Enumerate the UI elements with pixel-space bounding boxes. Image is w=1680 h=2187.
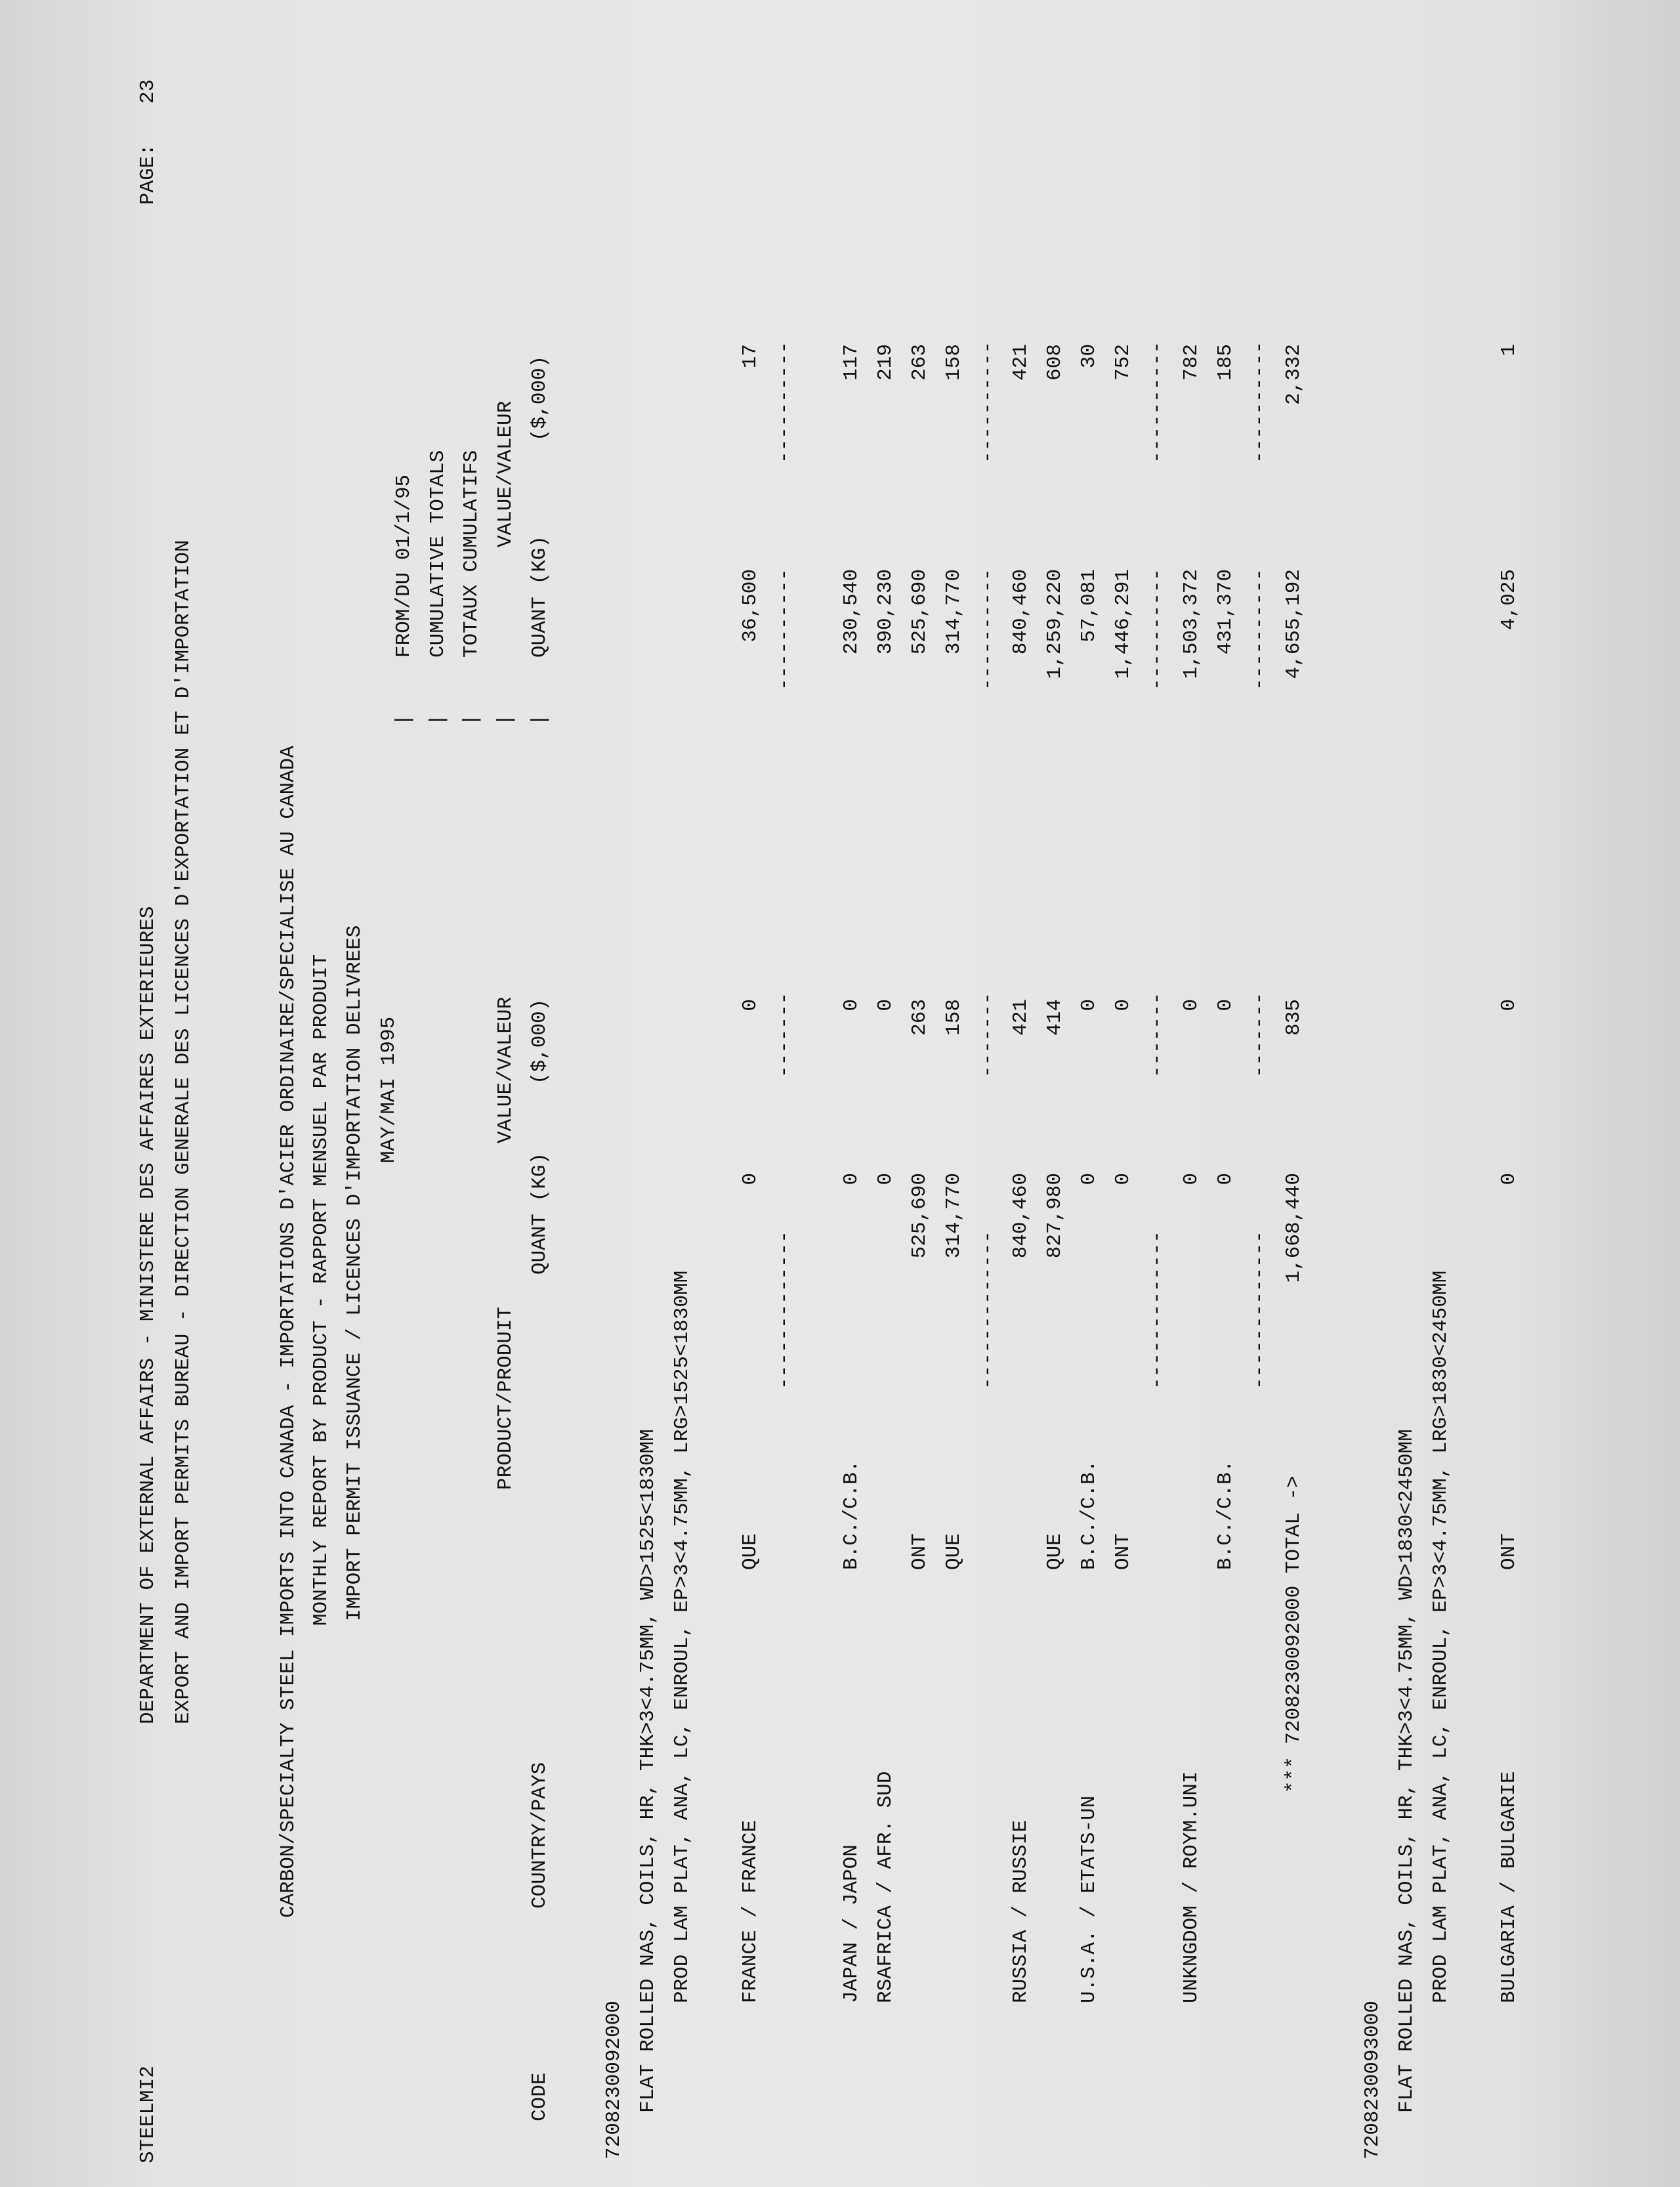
row-divider: ---------- xyxy=(976,568,999,690)
province-cell: QUE xyxy=(942,1533,965,1570)
cum-quant-cell: 840,460 xyxy=(1009,569,1032,655)
quant-cell: 525,690 xyxy=(908,1173,931,1259)
row-divider: ------------- xyxy=(976,1231,999,1390)
cum-value-cell: 421 xyxy=(1009,344,1032,381)
cum-quant-cell: 1,446,291 xyxy=(1112,569,1135,679)
cum-value-cell: 158 xyxy=(942,344,965,381)
province-cell: B.C./C.B. xyxy=(840,1460,863,1570)
cumulative-header-1: FROM/DU 01/1/95 xyxy=(392,474,415,658)
column-divider: | xyxy=(427,713,450,726)
cumulative-header-3: TOTAUX CUMULATIFS xyxy=(460,450,483,658)
row-divider: ---------- xyxy=(1146,341,1169,463)
row-divider: ------------- xyxy=(773,1231,796,1390)
quant-cell: 0 xyxy=(840,1173,863,1185)
cum-quant-cell: 230,540 xyxy=(840,569,863,655)
value-cell: 0 xyxy=(840,999,863,1011)
country-cell: JAPAN / JAPON xyxy=(840,1844,863,2003)
country-cell: BULGARIA / BULGARIE xyxy=(1498,1771,1521,2003)
row-divider: ---------- xyxy=(773,341,796,463)
country-cell: RUSSIA / RUSSIE xyxy=(1009,1819,1032,2003)
province-cell: QUE xyxy=(1043,1533,1066,1570)
column-divider: | xyxy=(460,713,483,726)
row-divider: ------- xyxy=(976,992,999,1078)
quant-cell: 827,980 xyxy=(1043,1173,1066,1259)
value-cell: 414 xyxy=(1043,999,1066,1036)
value-header: VALUE/VALEUR xyxy=(494,996,517,1143)
column-divider: | xyxy=(494,713,517,726)
cum-value-cell: 782 xyxy=(1180,344,1203,381)
page-number: 23 xyxy=(136,79,159,104)
quant-cell: 0 xyxy=(739,1173,762,1185)
cum-quant-cell: 57,081 xyxy=(1078,569,1101,643)
page-label: PAGE: xyxy=(136,143,159,205)
cum-quant-cell: 1,259,220 xyxy=(1043,569,1066,679)
cum-value-unit-header: ($,000) xyxy=(528,355,551,441)
value-cell: 421 xyxy=(1009,999,1032,1036)
province-cell: ONT xyxy=(1112,1533,1135,1570)
cum-quant-cell: 36,500 xyxy=(739,569,762,643)
cum-value-cell: 117 xyxy=(840,344,863,381)
province-cell: QUE xyxy=(739,1533,762,1570)
title-line-2: MONTHLY REPORT BY PRODUCT - RAPPORT MENSUEL PAR PRODUIT xyxy=(310,954,333,1626)
cum-value-cell: 1 xyxy=(1498,344,1521,356)
value-cell: 0 xyxy=(1078,999,1101,1011)
row-divider: ------- xyxy=(1146,992,1169,1078)
dept-line: DEPARTMENT OF EXTERNAL AFFAIRS - MINISTERE DES AFFAIRES EXTERIEURES xyxy=(136,906,159,1724)
province-cell: B.C./C.B. xyxy=(1214,1460,1237,1570)
row-divider: ---------- xyxy=(1248,341,1271,463)
row-divider: ---------- xyxy=(1146,568,1169,690)
cum-value-cell: 17 xyxy=(739,344,762,369)
row-divider: ---------- xyxy=(1248,568,1271,690)
total-cum-value: 2,332 xyxy=(1282,344,1305,406)
value-cell: 0 xyxy=(739,999,762,1011)
country-cell: UNKNGDOM / ROYM.UNI xyxy=(1180,1771,1203,2003)
row-divider: ---------- xyxy=(976,341,999,463)
quant-cell: 314,770 xyxy=(942,1173,965,1259)
quant-cell: 840,460 xyxy=(1009,1173,1032,1259)
cum-quant-header: QUANT (KG) xyxy=(528,535,551,658)
product-header: PRODUCT/PRODUIT xyxy=(494,1306,517,1490)
province-cell: B.C./C.B. xyxy=(1078,1460,1101,1570)
bureau-line: EXPORT AND IMPORT PERMITS BUREAU - DIRECTION GENERALE DES LICENCES D'EXPORTATION ET D'IMPORTATION xyxy=(172,540,195,1724)
country-header: COUNTRY/PAYS xyxy=(528,1762,551,1909)
quant-cell: 0 xyxy=(1078,1173,1101,1185)
column-divider: | xyxy=(528,713,551,726)
cum-quant-cell: 431,370 xyxy=(1214,569,1237,655)
column-divider: | xyxy=(392,713,415,726)
cum-quant-cell: 314,770 xyxy=(942,569,965,655)
cumulative-header-2: CUMULATIVE TOTALS xyxy=(427,450,450,658)
product-desc-fr: PROD LAM PLAT, ANA, LC, ENROUL, EP>3<4.75MM, LRG>1830<2450MM xyxy=(1429,1270,1452,2003)
product-code: 7208230092000 xyxy=(602,2001,625,2159)
total-cum-quant: 4,655,192 xyxy=(1282,569,1305,679)
cum-value-cell: 219 xyxy=(874,344,897,381)
value-cell: 0 xyxy=(1214,999,1237,1011)
value-cell: 0 xyxy=(1112,999,1135,1011)
report-id: STEELMI2 xyxy=(136,2066,159,2163)
cum-quant-cell: 1,503,372 xyxy=(1180,569,1203,679)
cum-quant-cell: 525,690 xyxy=(908,569,931,655)
value-cell: 0 xyxy=(874,999,897,1011)
cum-value-cell: 608 xyxy=(1043,344,1066,381)
cum-value-header: VALUE/VALEUR xyxy=(494,400,517,547)
row-divider: ------------- xyxy=(1146,1231,1169,1390)
quant-cell: 0 xyxy=(1112,1173,1135,1185)
row-divider: ---------- xyxy=(773,568,796,690)
title-line-1: CARBON/SPECIALTY STEEL IMPORTS INTO CANADA - IMPORTATIONS D'ACIER ORDINAIRE/SPECIALISE AU CANADA xyxy=(277,746,300,1918)
code-header: CODE xyxy=(528,2072,551,2121)
cum-value-cell: 263 xyxy=(908,344,931,381)
value-cell: 158 xyxy=(942,999,965,1036)
quant-cell: 0 xyxy=(1214,1173,1237,1185)
cum-value-cell: 30 xyxy=(1078,344,1101,369)
product-desc-en: FLAT ROLLED NAS, COILS, HR, THK>3<4.75MM, WD>1525<1830MM xyxy=(637,1429,660,2113)
province-cell: ONT xyxy=(908,1533,931,1570)
row-divider: ------- xyxy=(1248,992,1271,1078)
quant-header: QUANT (KG) xyxy=(528,1152,551,1275)
cum-quant-cell: 4,025 xyxy=(1498,569,1521,631)
cum-value-cell: 752 xyxy=(1112,344,1135,381)
value-unit-header: ($,000) xyxy=(528,998,551,1084)
country-cell: U.S.A. / ETATS-UN xyxy=(1078,1795,1101,2003)
total-quant: 1,668,440 xyxy=(1282,1173,1305,1283)
value-cell: 0 xyxy=(1498,999,1521,1011)
total-label: *** 7208230092000 TOTAL -> xyxy=(1282,1476,1305,1793)
row-divider: ------- xyxy=(773,992,796,1078)
product-code: 7208230093000 xyxy=(1361,2001,1384,2159)
province-cell: ONT xyxy=(1498,1533,1521,1570)
title-line-4: MAY/MAI 1995 xyxy=(377,1016,400,1163)
value-cell: 0 xyxy=(1180,999,1203,1011)
quant-cell: 0 xyxy=(874,1173,897,1185)
total-value: 835 xyxy=(1282,999,1305,1036)
value-cell: 263 xyxy=(908,999,931,1036)
country-cell: RSAFRICA / AFR. SUD xyxy=(874,1771,897,2003)
row-divider: ------------- xyxy=(1248,1231,1271,1390)
cum-value-cell: 185 xyxy=(1214,344,1237,381)
cum-quant-cell: 390,230 xyxy=(874,569,897,655)
title-line-3: IMPORT PERMIT ISSUANCE / LICENCES D'IMPORTATION DELIVREES xyxy=(343,925,366,1621)
product-desc-en: FLAT ROLLED NAS, COILS, HR, THK>3<4.75MM, WD>1830<2450MM xyxy=(1395,1429,1418,2113)
country-cell: FRANCE / FRANCE xyxy=(739,1819,762,2003)
quant-cell: 0 xyxy=(1498,1173,1521,1185)
product-desc-fr: PROD LAM PLAT, ANA, LC, ENROUL, EP>3<4.75MM, LRG>1525<1830MM xyxy=(671,1270,694,2003)
quant-cell: 0 xyxy=(1180,1173,1203,1185)
